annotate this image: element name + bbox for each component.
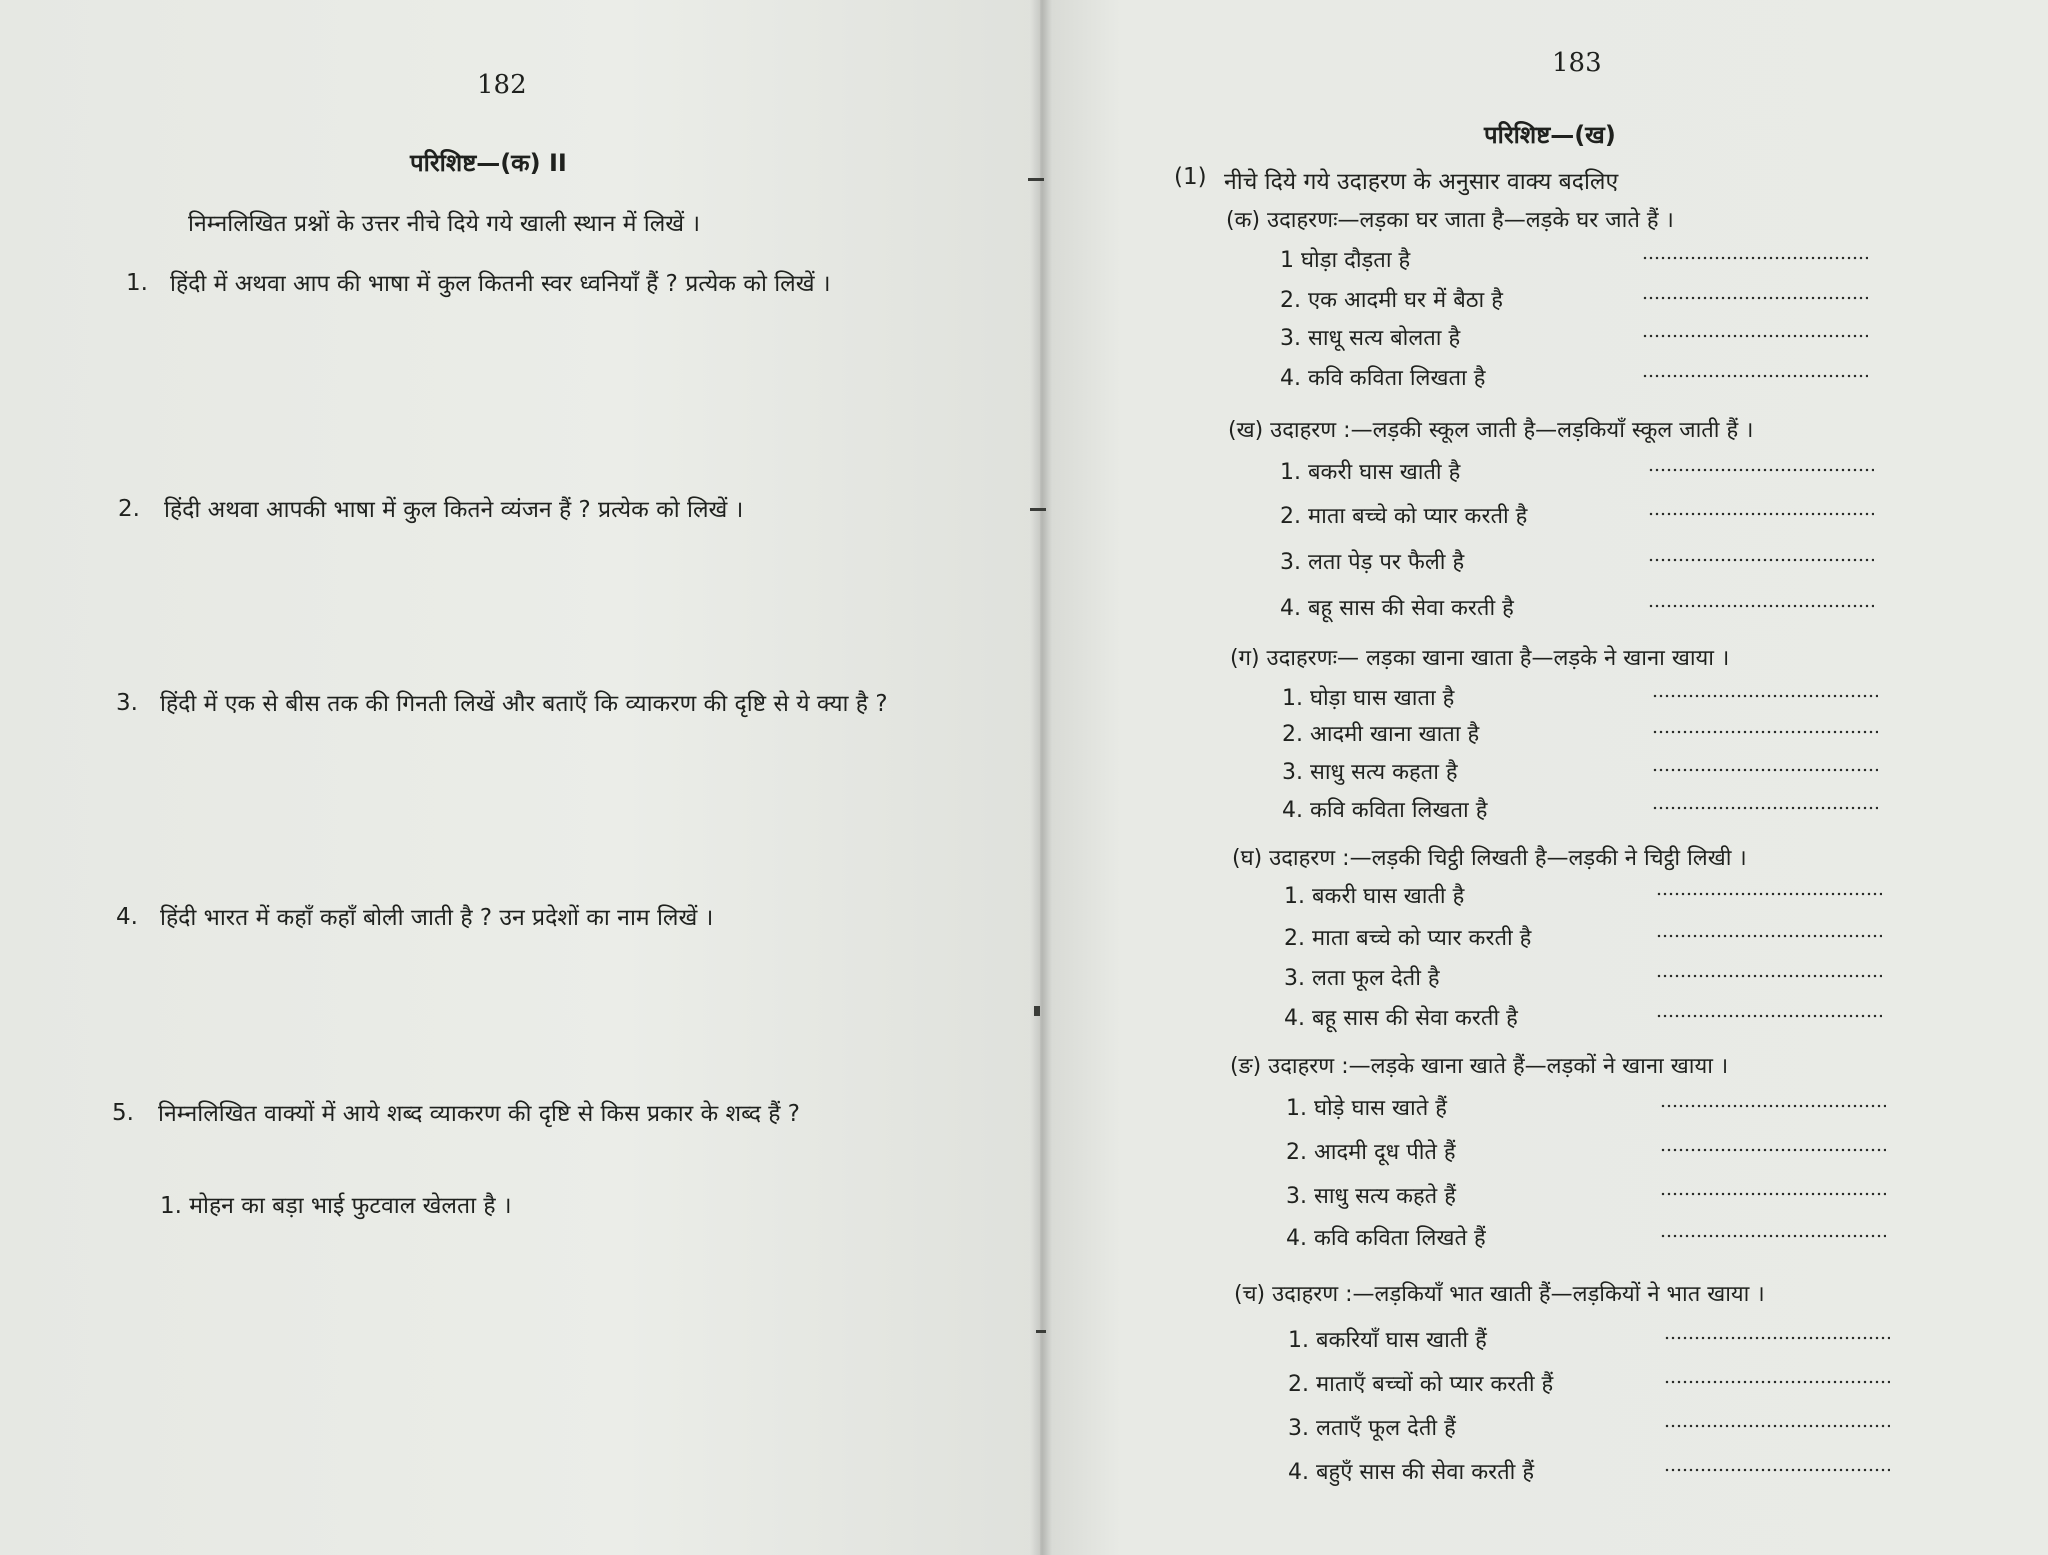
question-text: हिंदी अथवा आपकी भाषा में कुल कितने व्यंजन हैं ? प्रत्येक को लिखें । bbox=[164, 497, 744, 523]
exercise-item: 4. कवि कविता लिखता है bbox=[1282, 798, 1488, 823]
answer-blank[interactable] bbox=[1642, 296, 1868, 300]
exercise-item: 1. घोड़ा घास खाता है bbox=[1282, 686, 1455, 711]
answer-blank[interactable] bbox=[1656, 934, 1882, 938]
answer-blank[interactable] bbox=[1664, 1424, 1890, 1428]
exercise-item: 1. बकरी घास खाती है bbox=[1284, 884, 1465, 909]
exercise-item: 1. बकरियाँ घास खाती हैं bbox=[1288, 1328, 1487, 1353]
exercise-item: 2. एक आदमी घर में बैठा है bbox=[1280, 288, 1503, 313]
question-text: हिंदी में एक से बीस तक की गिनती लिखें और बताएँ कि व्याकरण की दृष्टि से ये क्या है ? bbox=[160, 691, 888, 717]
exercise-item: 4. बहू सास की सेवा करती है bbox=[1280, 596, 1514, 621]
page-title-right: परिशिष्ट—(ख) bbox=[1484, 121, 1616, 149]
question-number: 3. bbox=[116, 690, 138, 716]
section-label: (ग) उदाहरणः— लड़का खाना खाता है—लड़के ने खाना खाया । bbox=[1230, 646, 1730, 671]
exercise-item: 2. आदमी खाना खाता है bbox=[1282, 722, 1480, 747]
answer-blank[interactable] bbox=[1642, 374, 1868, 378]
main-question-number: (1) bbox=[1174, 164, 1207, 190]
question-number: 1. bbox=[126, 270, 148, 296]
answer-blank[interactable] bbox=[1652, 730, 1878, 734]
exercise-item: 4. कवि कविता लिखता है bbox=[1280, 366, 1486, 391]
exercise-item: 4. बहुएँ सास की सेवा करती हैं bbox=[1288, 1460, 1535, 1485]
answer-blank[interactable] bbox=[1648, 512, 1874, 516]
answer-blank[interactable] bbox=[1652, 694, 1878, 698]
answer-blank[interactable] bbox=[1648, 604, 1874, 608]
question-text: हिंदी में अथवा आप की भाषा में कुल कितनी स्वर ध्वनियाँ हैं ? प्रत्येक को लिखें । bbox=[170, 271, 831, 297]
exercise-item: 3. साधु सत्य कहता है bbox=[1282, 760, 1458, 785]
binding-mark bbox=[1030, 508, 1046, 511]
section-label: (घ) उदाहरण :—लड़की चिट्ठी लिखती है—लड़की ने चिट्ठी लिखी । bbox=[1232, 846, 1747, 871]
question-number: 2. bbox=[118, 496, 140, 522]
exercise-item: 4. बहू सास की सेवा करती है bbox=[1284, 1006, 1518, 1031]
sub-item: 1. मोहन का बड़ा भाई फुटवाल खेलता है । bbox=[160, 1193, 512, 1219]
exercise-item: 1. बकरी घास खाती है bbox=[1280, 460, 1461, 485]
answer-blank[interactable] bbox=[1648, 468, 1874, 472]
answer-blank[interactable] bbox=[1660, 1104, 1886, 1108]
exercise-item: 3. लता फूल देती है bbox=[1284, 966, 1440, 991]
right-page bbox=[1040, 0, 2048, 1555]
answer-blank[interactable] bbox=[1664, 1468, 1890, 1472]
section-label: (ङ) उदाहरण :—लड़के खाना खाते हैं—लड़कों ने खाना खाया । bbox=[1230, 1054, 1729, 1079]
answer-blank[interactable] bbox=[1642, 256, 1868, 260]
answer-blank[interactable] bbox=[1648, 558, 1874, 562]
answer-blank[interactable] bbox=[1656, 892, 1882, 896]
answer-blank[interactable] bbox=[1656, 974, 1882, 978]
question-number: 5. bbox=[112, 1100, 134, 1126]
book-gutter bbox=[1030, 0, 1052, 1555]
exercise-item: 2. माताएँ बच्चों को प्यार करती हैं bbox=[1288, 1372, 1554, 1397]
binding-mark bbox=[1034, 1006, 1040, 1016]
answer-blank[interactable] bbox=[1660, 1192, 1886, 1196]
answer-blank[interactable] bbox=[1660, 1148, 1886, 1152]
answer-blank[interactable] bbox=[1660, 1234, 1886, 1238]
exercise-item: 4. कवि कविता लिखते हैं bbox=[1286, 1226, 1486, 1251]
binding-mark bbox=[1028, 178, 1044, 181]
exercise-item: 1 घोड़ा दौड़ता है bbox=[1280, 248, 1411, 273]
question-text: निम्नलिखित वाक्यों में आये शब्द व्याकरण की दृष्टि से किस प्रकार के शब्द हैं ? bbox=[158, 1101, 800, 1127]
exercise-item: 2. माता बच्चे को प्यार करती है bbox=[1280, 504, 1528, 529]
exercise-item: 3. लता पेड़ पर फैली है bbox=[1280, 550, 1465, 575]
answer-blank[interactable] bbox=[1656, 1014, 1882, 1018]
page-number-right: 183 bbox=[1552, 48, 1602, 78]
exercise-item: 3. साधू सत्य बोलता है bbox=[1280, 326, 1461, 351]
binding-mark bbox=[1036, 1330, 1046, 1333]
exercise-item: 3. लताएँ फूल देती हैं bbox=[1288, 1416, 1456, 1441]
page-number-left: 182 bbox=[477, 70, 527, 100]
exercise-item: 3. साधु सत्य कहते हैं bbox=[1286, 1184, 1456, 1209]
exercise-item: 1. घोड़े घास खाते हैं bbox=[1286, 1096, 1447, 1121]
answer-blank[interactable] bbox=[1652, 768, 1878, 772]
exercise-item: 2. आदमी दूध पीते हैं bbox=[1286, 1140, 1456, 1165]
question-number: 4. bbox=[116, 904, 138, 930]
answer-blank[interactable] bbox=[1664, 1380, 1890, 1384]
section-label: (ख) उदाहरण :—लड़की स्कूल जाती है—लड़कियाँ स्कूल जाती हैं । bbox=[1228, 418, 1754, 443]
page-title-left: परिशिष्ट—(क) II bbox=[410, 149, 567, 177]
exercise-item: 2. माता बच्चे को प्यार करती है bbox=[1284, 926, 1532, 951]
section-label: (क) उदाहरणः—लड़का घर जाता है—लड़के घर जाते हैं । bbox=[1226, 208, 1674, 233]
section-label: (च) उदाहरण :—लड़कियाँ भात खाती हैं—लड़कियों ने भात खाया । bbox=[1234, 1282, 1765, 1307]
answer-blank[interactable] bbox=[1652, 806, 1878, 810]
instruction-text: निम्नलिखित प्रश्नों के उत्तर नीचे दिये गये खाली स्थान में लिखें । bbox=[188, 211, 701, 237]
answer-blank[interactable] bbox=[1642, 334, 1868, 338]
question-text: हिंदी भारत में कहाँ कहाँ बोली जाती है ? उन प्रदेशों का नाम लिखें । bbox=[160, 905, 714, 931]
main-question-text: नीचे दिये गये उदाहरण के अनुसार वाक्य बदलिए bbox=[1224, 169, 1619, 195]
answer-blank[interactable] bbox=[1664, 1336, 1890, 1340]
